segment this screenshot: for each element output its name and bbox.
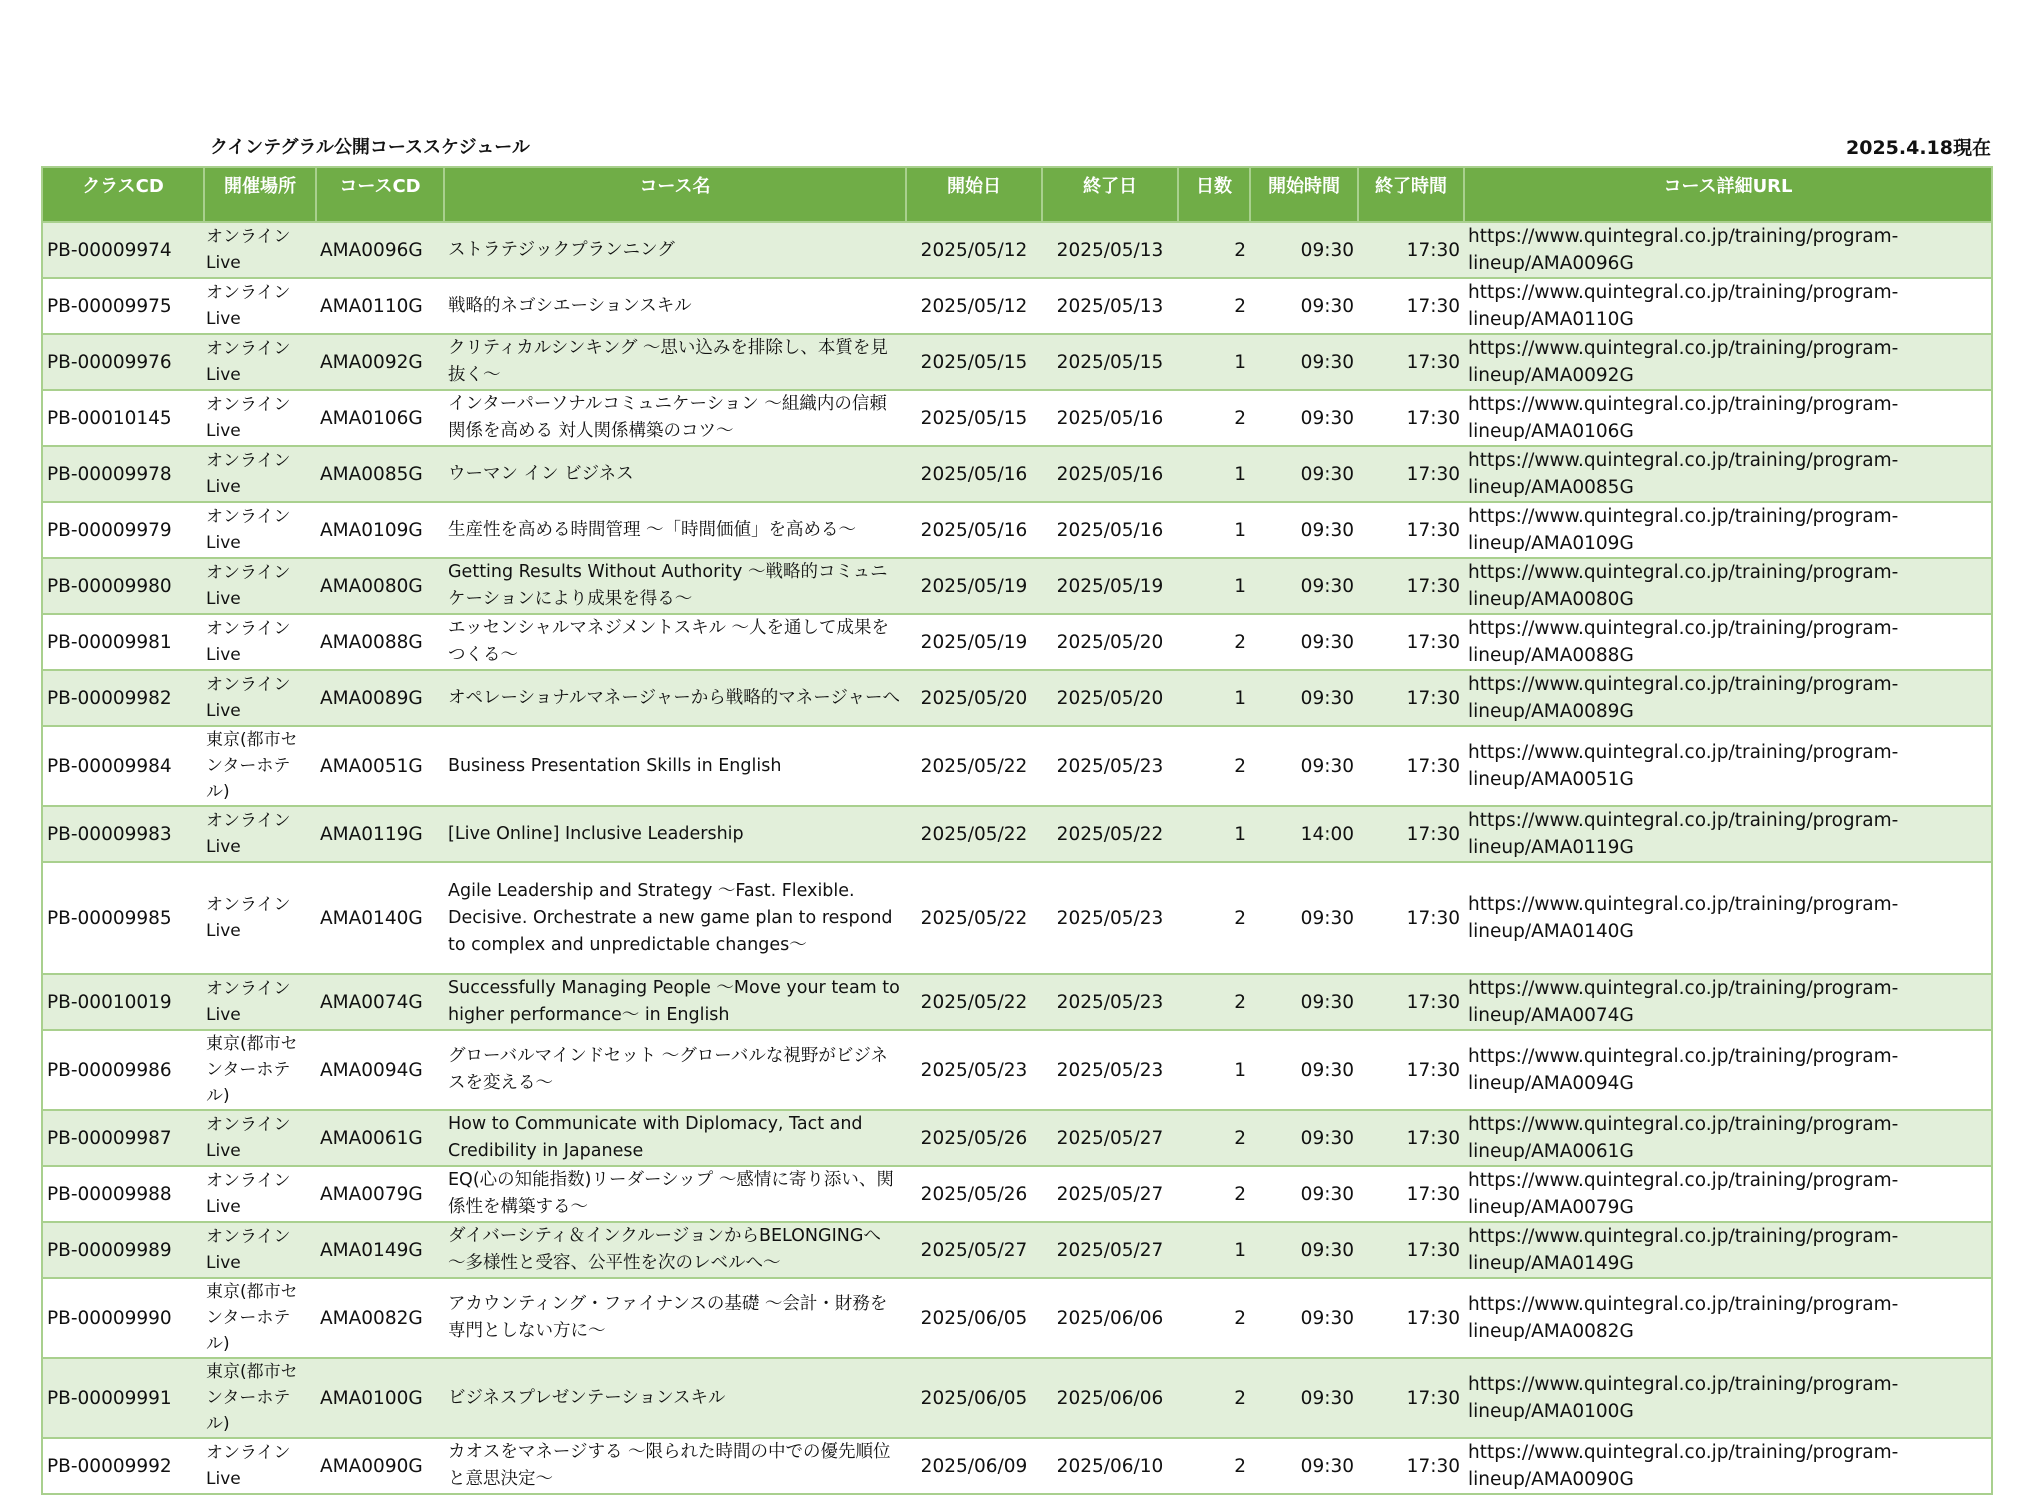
start-date-cell: 2025/05/12 [906,278,1042,334]
course-cd-cell: AMA0149G [316,1222,444,1278]
start-time-cell: 09:30 [1250,1110,1358,1166]
course-name-cell: [Live Online] Inclusive Leadership [444,806,906,862]
course-name-cell: クリティカルシンキング ～思い込みを排除し、本質を見抜く～ [444,334,906,390]
course-url-link[interactable]: https://www.quintegral.co.jp/training/program-lineup/AMA0082G [1464,1278,1992,1358]
location-cell: オンライン Live [204,1438,316,1494]
location-cell: オンライン Live [204,390,316,446]
course-cd-cell: AMA0106G [316,390,444,446]
class-cd-cell: PB-00009981 [42,614,204,670]
end-date-cell: 2025/05/27 [1042,1222,1178,1278]
end-time-cell: 17:30 [1358,1278,1464,1358]
header-end-time: 終了時間 [1358,167,1464,222]
start-date-cell: 2025/05/22 [906,806,1042,862]
course-url-link[interactable]: https://www.quintegral.co.jp/training/program-lineup/AMA0092G [1464,334,1992,390]
course-url-link[interactable]: https://www.quintegral.co.jp/training/program-lineup/AMA0089G [1464,670,1992,726]
page-title: クインテグラル公開コーススケジュール [210,137,530,158]
class-cd-cell: PB-00009992 [42,1438,204,1494]
course-cd-cell: AMA0080G [316,558,444,614]
end-date-cell: 2025/05/27 [1042,1110,1178,1166]
end-time-cell: 17:30 [1358,614,1464,670]
course-name-cell: エッセンシャルマネジメントスキル ～人を通して成果をつくる～ [444,614,906,670]
start-time-cell: 09:30 [1250,1166,1358,1222]
course-name-cell: Agile Leadership and Strategy ～Fast. Flexible. Decisive. Orchestrate a new game plan to respond to complex and unpredictable changes～ [444,862,906,974]
header-end-date: 終了日 [1042,167,1178,222]
table-row [42,558,1992,614]
course-name-cell: ウーマン イン ビジネス [444,446,906,502]
table-row [42,1438,1992,1494]
table-row [42,670,1992,726]
start-date-cell: 2025/05/22 [906,726,1042,806]
class-cd-cell: PB-00009983 [42,806,204,862]
location-cell: オンライン Live [204,222,316,278]
course-url-link[interactable]: https://www.quintegral.co.jp/training/program-lineup/AMA0094G [1464,1030,1992,1110]
class-cd-cell: PB-00009982 [42,670,204,726]
course-cd-cell: AMA0119G [316,806,444,862]
end-time-cell: 17:30 [1358,726,1464,806]
end-time-cell: 17:30 [1358,558,1464,614]
location-cell: 東京(都市センターホテル) [204,1030,316,1110]
end-date-cell: 2025/06/06 [1042,1278,1178,1358]
course-name-cell: EQ(心の知能指数)リーダーシップ ～感情に寄り添い、関係性を構築する～ [444,1166,906,1222]
course-cd-cell: AMA0082G [316,1278,444,1358]
location-cell: オンライン Live [204,278,316,334]
location-cell: オンライン Live [204,334,316,390]
start-time-cell: 09:30 [1250,446,1358,502]
header-url: コース詳細URL [1464,167,1992,222]
location-cell: オンライン Live [204,974,316,1030]
table-row [42,1222,1992,1278]
days-cell: 1 [1178,670,1250,726]
start-date-cell: 2025/05/20 [906,670,1042,726]
course-name-cell: 戦略的ネゴシエーションスキル [444,278,906,334]
course-cd-cell: AMA0092G [316,334,444,390]
course-url-link[interactable]: https://www.quintegral.co.jp/training/program-lineup/AMA0088G [1464,614,1992,670]
class-cd-cell: PB-00009976 [42,334,204,390]
end-date-cell: 2025/05/27 [1042,1166,1178,1222]
course-url-link[interactable]: https://www.quintegral.co.jp/training/program-lineup/AMA0106G [1464,390,1992,446]
days-cell: 1 [1178,1222,1250,1278]
end-date-cell: 2025/05/16 [1042,390,1178,446]
course-name-cell: ビジネスプレゼンテーションスキル [444,1358,906,1438]
course-cd-cell: AMA0074G [316,974,444,1030]
start-date-cell: 2025/06/05 [906,1278,1042,1358]
header-location: 開催場所 [204,167,316,222]
course-url-link[interactable]: https://www.quintegral.co.jp/training/program-lineup/AMA0079G [1464,1166,1992,1222]
class-cd-cell: PB-00009974 [42,222,204,278]
location-cell: オンライン Live [204,670,316,726]
class-cd-cell: PB-00009991 [42,1358,204,1438]
course-cd-cell: AMA0096G [316,222,444,278]
course-url-link[interactable]: https://www.quintegral.co.jp/training/program-lineup/AMA0110G [1464,278,1992,334]
end-time-cell: 17:30 [1358,278,1464,334]
end-time-cell: 17:30 [1358,334,1464,390]
start-time-cell: 09:30 [1250,1222,1358,1278]
course-url-link[interactable]: https://www.quintegral.co.jp/training/program-lineup/AMA0090G [1464,1438,1992,1494]
header-course-cd: コースCD [316,167,444,222]
class-cd-cell: PB-00009980 [42,558,204,614]
table-row [42,1110,1992,1166]
start-date-cell: 2025/05/26 [906,1166,1042,1222]
start-date-cell: 2025/06/05 [906,1358,1042,1438]
start-date-cell: 2025/05/23 [906,1030,1042,1110]
course-url-link[interactable]: https://www.quintegral.co.jp/training/program-lineup/AMA0149G [1464,1222,1992,1278]
location-cell: 東京(都市センターホテル) [204,1278,316,1358]
end-date-cell: 2025/06/10 [1042,1438,1178,1494]
course-name-cell: Getting Results Without Authority ～戦略的コミュニケーションにより成果を得る～ [444,558,906,614]
end-time-cell: 17:30 [1358,1222,1464,1278]
start-time-cell: 09:30 [1250,390,1358,446]
start-time-cell: 09:30 [1250,614,1358,670]
course-name-cell: Business Presentation Skills in English [444,726,906,806]
end-time-cell: 17:30 [1358,1166,1464,1222]
start-date-cell: 2025/05/22 [906,974,1042,1030]
days-cell: 2 [1178,1358,1250,1438]
header-start-date: 開始日 [906,167,1042,222]
days-cell: 1 [1178,446,1250,502]
days-cell: 1 [1178,334,1250,390]
days-cell: 2 [1178,278,1250,334]
start-date-cell: 2025/06/09 [906,1438,1042,1494]
header-days: 日数 [1178,167,1250,222]
days-cell: 2 [1178,1438,1250,1494]
course-name-cell: How to Communicate with Diplomacy, Tact and Credibility in Japanese [444,1110,906,1166]
end-time-cell: 17:30 [1358,806,1464,862]
end-date-cell: 2025/05/15 [1042,334,1178,390]
days-cell: 2 [1178,726,1250,806]
course-schedule-table [41,166,1993,1495]
start-time-cell: 09:30 [1250,1278,1358,1358]
table-row [42,1358,1992,1438]
course-url-link[interactable]: https://www.quintegral.co.jp/training/program-lineup/AMA0061G [1464,1110,1992,1166]
start-time-cell: 14:00 [1250,806,1358,862]
start-time-cell: 09:30 [1250,974,1358,1030]
end-date-cell: 2025/05/22 [1042,806,1178,862]
class-cd-cell: PB-00009986 [42,1030,204,1110]
end-date-cell: 2025/05/19 [1042,558,1178,614]
course-cd-cell: AMA0088G [316,614,444,670]
class-cd-cell: PB-00009989 [42,1222,204,1278]
course-name-cell: グローバルマインドセット ～グローバルな視野がビジネスを変える～ [444,1030,906,1110]
end-date-cell: 2025/05/20 [1042,670,1178,726]
class-cd-cell: PB-00009984 [42,726,204,806]
start-time-cell: 09:30 [1250,278,1358,334]
course-name-cell: 生産性を高める時間管理 ～「時間価値」を高める～ [444,502,906,558]
table-row [42,390,1992,446]
end-time-cell: 17:30 [1358,1110,1464,1166]
start-date-cell: 2025/05/22 [906,862,1042,974]
course-url-link[interactable]: https://www.quintegral.co.jp/training/program-lineup/AMA0085G [1464,446,1992,502]
course-cd-cell: AMA0061G [316,1110,444,1166]
start-date-cell: 2025/05/16 [906,446,1042,502]
course-name-cell: オペレーショナルマネージャーから戦略的マネージャーへ [444,670,906,726]
course-url-link[interactable]: https://www.quintegral.co.jp/training/program-lineup/AMA0109G [1464,502,1992,558]
location-cell: 東京(都市センターホテル) [204,1358,316,1438]
location-cell: オンライン Live [204,1222,316,1278]
days-cell: 1 [1178,502,1250,558]
start-time-cell: 09:30 [1250,558,1358,614]
end-time-cell: 17:30 [1358,390,1464,446]
course-name-cell: ストラテジックプランニング [444,222,906,278]
days-cell: 2 [1178,222,1250,278]
course-name-cell: Successfully Managing People ～Move your team to higher performance～ in English [444,974,906,1030]
class-cd-cell: PB-00009985 [42,862,204,974]
location-cell: オンライン Live [204,1166,316,1222]
days-cell: 2 [1178,390,1250,446]
start-time-cell: 09:30 [1250,334,1358,390]
course-name-cell: インターパーソナルコミュニケーション ～組織内の信頼関係を高める 対人関係構築のコツ～ [444,390,906,446]
days-cell: 2 [1178,1278,1250,1358]
start-time-cell: 09:30 [1250,862,1358,974]
class-cd-cell: PB-00010145 [42,390,204,446]
class-cd-cell: PB-00009990 [42,1278,204,1358]
days-cell: 2 [1178,614,1250,670]
table-row [42,1166,1992,1222]
course-url-link[interactable]: https://www.quintegral.co.jp/training/program-lineup/AMA0051G [1464,726,1992,806]
end-time-cell: 17:30 [1358,862,1464,974]
course-cd-cell: AMA0079G [316,1166,444,1222]
course-url-link[interactable]: https://www.quintegral.co.jp/training/program-lineup/AMA0096G [1464,222,1992,278]
start-date-cell: 2025/05/16 [906,502,1042,558]
course-cd-cell: AMA0094G [316,1030,444,1110]
course-url-link[interactable]: https://www.quintegral.co.jp/training/program-lineup/AMA0080G [1464,558,1992,614]
class-cd-cell: PB-00009987 [42,1110,204,1166]
location-cell: オンライン Live [204,446,316,502]
class-cd-cell: PB-00009975 [42,278,204,334]
location-cell: オンライン Live [204,558,316,614]
start-time-cell: 09:30 [1250,1438,1358,1494]
location-cell: オンライン Live [204,502,316,558]
table-row [42,502,1992,558]
end-time-cell: 17:30 [1358,670,1464,726]
start-date-cell: 2025/05/15 [906,390,1042,446]
end-time-cell: 17:30 [1358,446,1464,502]
course-cd-cell: AMA0100G [316,1358,444,1438]
location-cell: オンライン Live [204,806,316,862]
days-cell: 1 [1178,558,1250,614]
course-cd-cell: AMA0090G [316,1438,444,1494]
start-date-cell: 2025/05/26 [906,1110,1042,1166]
days-cell: 2 [1178,974,1250,1030]
course-url-link[interactable]: https://www.quintegral.co.jp/training/program-lineup/AMA0100G [1464,1358,1992,1438]
table-row [42,334,1992,390]
course-url-link[interactable]: https://www.quintegral.co.jp/training/program-lineup/AMA0119G [1464,806,1992,862]
end-date-cell: 2025/05/23 [1042,1030,1178,1110]
end-time-cell: 17:30 [1358,974,1464,1030]
end-date-cell: 2025/05/23 [1042,726,1178,806]
start-date-cell: 2025/05/27 [906,1222,1042,1278]
course-cd-cell: AMA0089G [316,670,444,726]
course-url-link[interactable]: https://www.quintegral.co.jp/training/program-lineup/AMA0074G [1464,974,1992,1030]
course-cd-cell: AMA0085G [316,446,444,502]
header-class-cd: クラスCD [42,167,204,222]
location-cell: オンライン Live [204,862,316,974]
start-date-cell: 2025/05/12 [906,222,1042,278]
course-cd-cell: AMA0140G [316,862,444,974]
course-cd-cell: AMA0109G [316,502,444,558]
course-name-cell: カオスをマネージする ～限られた時間の中での優先順位と意思決定～ [444,1438,906,1494]
header-course-name: コース名 [444,167,906,222]
end-date-cell: 2025/05/16 [1042,502,1178,558]
course-url-link[interactable]: https://www.quintegral.co.jp/training/program-lineup/AMA0140G [1464,862,1992,974]
end-date-cell: 2025/06/06 [1042,1358,1178,1438]
days-cell: 2 [1178,1110,1250,1166]
course-name-cell: アカウンティング・ファイナンスの基礎 ～会計・財務を専門としない方に～ [444,1278,906,1358]
table-row [42,446,1992,502]
as-of-date: 2025.4.18現在 [1846,137,1991,159]
start-date-cell: 2025/05/15 [906,334,1042,390]
class-cd-cell: PB-00009988 [42,1166,204,1222]
table-row [42,278,1992,334]
days-cell: 1 [1178,806,1250,862]
end-date-cell: 2025/05/13 [1042,222,1178,278]
end-time-cell: 17:30 [1358,1030,1464,1110]
table-row [42,726,1992,806]
location-cell: オンライン Live [204,614,316,670]
location-cell: 東京(都市センターホテル) [204,726,316,806]
class-cd-cell: PB-00009979 [42,502,204,558]
table-row [42,862,1992,974]
start-time-cell: 09:30 [1250,222,1358,278]
end-time-cell: 17:30 [1358,222,1464,278]
header-start-time: 開始時間 [1250,167,1358,222]
end-time-cell: 17:30 [1358,502,1464,558]
start-time-cell: 09:30 [1250,670,1358,726]
start-date-cell: 2025/05/19 [906,558,1042,614]
location-cell: オンライン Live [204,1110,316,1166]
table-header-row [42,167,1992,222]
end-time-cell: 17:30 [1358,1358,1464,1438]
days-cell: 1 [1178,1030,1250,1110]
table-row [42,222,1992,278]
table-row [42,1030,1992,1110]
end-date-cell: 2025/05/13 [1042,278,1178,334]
table-row [42,974,1992,1030]
end-date-cell: 2025/05/23 [1042,862,1178,974]
days-cell: 2 [1178,1166,1250,1222]
end-time-cell: 17:30 [1358,1438,1464,1494]
end-date-cell: 2025/05/23 [1042,974,1178,1030]
class-cd-cell: PB-00009978 [42,446,204,502]
days-cell: 2 [1178,862,1250,974]
start-time-cell: 09:30 [1250,726,1358,806]
start-time-cell: 09:30 [1250,502,1358,558]
table-row [42,614,1992,670]
start-date-cell: 2025/05/19 [906,614,1042,670]
table-row [42,806,1992,862]
end-date-cell: 2025/05/16 [1042,446,1178,502]
start-time-cell: 09:30 [1250,1030,1358,1110]
end-date-cell: 2025/05/20 [1042,614,1178,670]
course-cd-cell: AMA0051G [316,726,444,806]
table-row [42,1278,1992,1358]
class-cd-cell: PB-00010019 [42,974,204,1030]
start-time-cell: 09:30 [1250,1358,1358,1438]
course-name-cell: ダイバーシティ＆インクルージョンからBELONGINGへ ～多様性と受容、公平性を次のレベルへ～ [444,1222,906,1278]
course-cd-cell: AMA0110G [316,278,444,334]
